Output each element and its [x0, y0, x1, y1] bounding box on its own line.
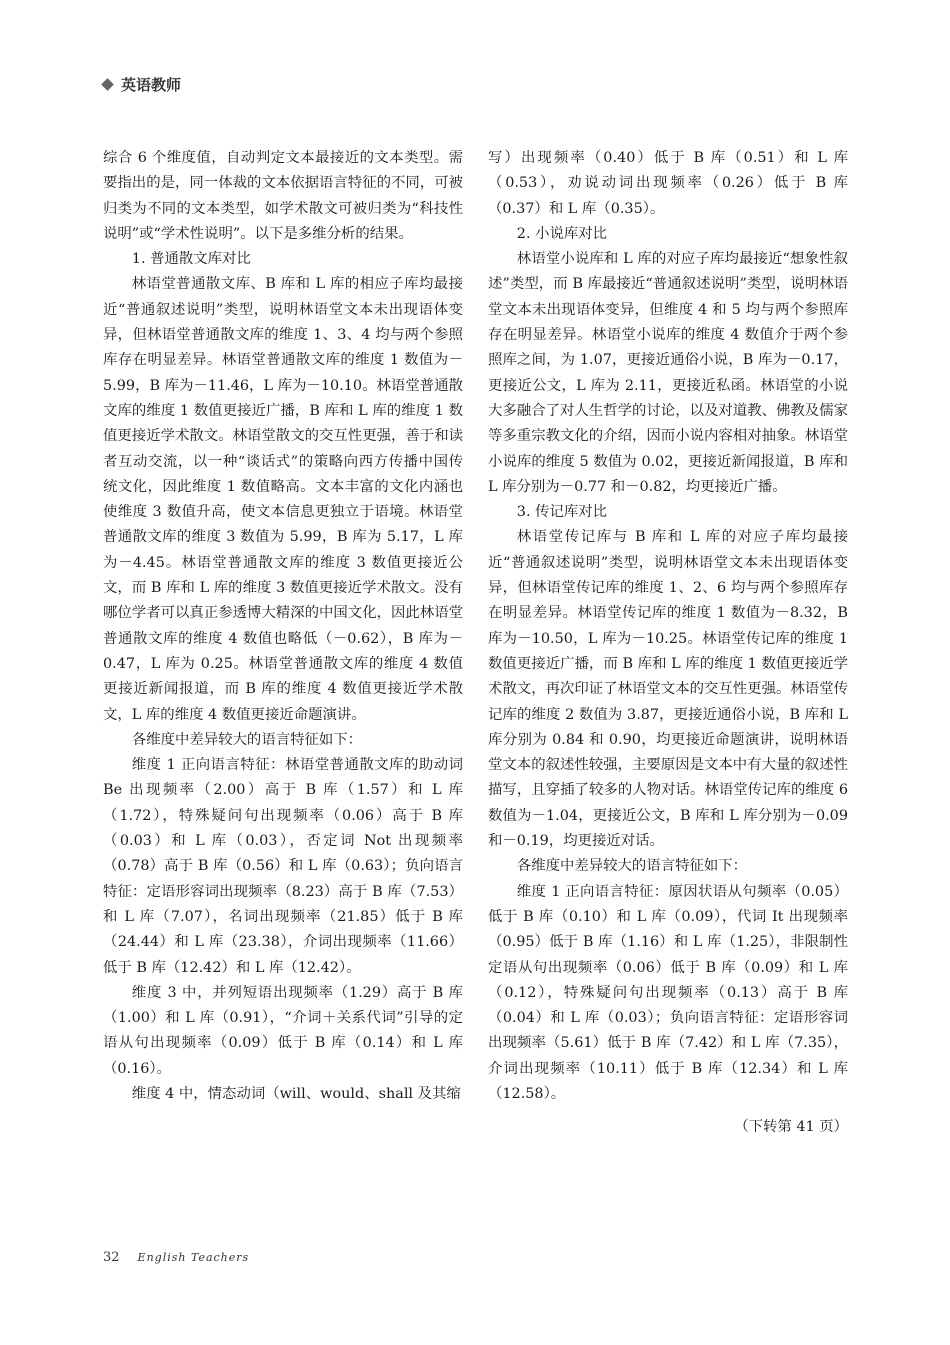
publication-name: English Teachers [137, 1251, 250, 1264]
section-heading: 2. 小说库对比 [516, 225, 608, 242]
paragraph: 林语堂小说库和 L 库的对应子库均最接近“想象性叙述”类型，而 B 库最接近“普通叙述说明”类型，说明林语堂文本未出现语体变异，但维度 4 和 5 均与两个参照库存在明显差异。林语堂小说库的维度 4 数值介于两个参照库之间，为 1.07，更接近通俗小说，B 库为－0.17，更接近公文，L 库为 2.11，更接近私函。林语堂的小说大多融合了对人生哲学的讨论，以及对道教、佛教及儒家等多重宗教文化的介绍，因而小说内容相对抽象。林语堂小说库的维度 5 数值为 0.02，更接近新闻报道，B 库和 L 库分别为－0.77 和－0.82，均更接近广播。 [488, 251, 848, 495]
right-column [488, 146, 848, 1141]
paragraph: 写）出现频率（0.40）低于 B 库（0.51）和 L 库（0.53），劝说动词出现频率（0.26）低于 B 库（0.37）和 L 库（0.35）。 [488, 150, 848, 217]
paragraph: 维度 4 中，情态动词（will、would、shall 及其缩 [131, 1085, 461, 1102]
paragraph: 综合 6 个维度值，自动判定文本最接近的文本类型。需要指出的是，同一体裁的文本依据语言特征的不同，可被归类为不同的文本类型，如学术散文可被归类为“科技性说明”或“学术性说明”。以下是多维分析的结果。 [103, 150, 463, 242]
section-heading: 1. 普通散文库对比 [131, 251, 251, 268]
left-column [103, 146, 463, 1107]
section-heading: 3. 传记库对比 [516, 504, 608, 521]
page-number: 32 [103, 1250, 120, 1265]
paragraph: 维度 1 正向语言特征：林语堂普通散文库的助动词 Be 出现频率（2.00）高于 B 库（1.57）和 L 库（1.72），特殊疑问句出现频率（0.06）高于 B 库（0.03）和 L 库（0.03），否定词 Not 出现频率（0.78）高于 B 库（0.56）和 L 库（0.63）；负向语言特征：定语形容词出现频率（8.23）高于 B 库（7.53）和 L 库（7.07），名词出现频率（21.85）低于 B 库（24.44）和 L 库（23.38），介词出现频率（11.66）低于 B 库（12.42）和 L 库（12.42）。 [103, 757, 463, 976]
journal-name: 英语教师 [121, 76, 182, 94]
diamond-bullet-icon [101, 78, 114, 91]
running-header [103, 74, 181, 95]
paragraph: 各维度中差异较大的语言特征如下： [131, 731, 363, 748]
paragraph: 各维度中差异较大的语言特征如下： [516, 858, 748, 875]
paragraph: 林语堂普通散文库、B 库和 L 库的相应子库均最接近“普通叙述说明”类型，说明林语堂文本未出现语体变异，但林语堂普通散文库的维度 1、3、4 均与两个参照库存在明显差异。林语堂普通散文库的维度 1 数值为－5.99，B 库为－11.46，L 库为－10.10。林语堂普通散文库的维度 1 数值更接近广播，B 库和 L 库的维度 1 数值更接近学术散文。林语堂散文的交互性更强，善于和读者互动交流，以一种“谈话式”的策略向西方传播中国传统文化，因此维度 1 数值略高。文本丰富的文化内涵也使维度 3 数值升高，使文本信息更独立于语境。林语堂普通散文库的维度 3 数值为 5.99，B 库为 5.17，L 库为－4.45。林语堂普通散文库的维度 3 数值更接近公文，而 B 库和 L 库的维度 3 数值更接近学术散文。没有哪位学者可以真正参透博大精深的中国文化，因此林语堂普通散文库的维度 4 数值也略低（－0.62），B 库为－0.47，L 库为 0.25。林语堂普通散文库的维度 4 数值更接近新闻报道，而 B 库的维度 4 数值更接近学术散文，L 库的维度 4 数值更接近命题演讲。 [103, 276, 463, 723]
paragraph: 林语堂传记库与 B 库和 L 库的对应子库均最接近“普通叙述说明”类型，说明林语堂文本未出现语体变异，但林语堂传记库的维度 1、2、6 均与两个参照库存在明显差异。林语堂传记库的维度 1 数值为－8.32，B 库为－10.50，L 库为－10.25。林语堂传记库的维度 1 数值更接近广播，而 B 库和 L 库的维度 1 数值更接近学术散文，再次印证了林语堂文本的交互性更强。林语堂传记库的维度 2 数值为 3.87，更接近通俗小说，B 库和 L 库分别为 0.84 和 0.90，均更接近命题演讲，说明林语堂文本的叙述性较强，主要原因是文本中有大量的叙述性描写，且穿插了较多的人物对话。林语堂传记库的维度 6 数值为－1.04，更接近公文，B 库和 L 库分别为－0.09 和－0.19，均更接近对话。 [488, 529, 848, 850]
page-footer [103, 1250, 249, 1265]
continuation-note: （下转第 41 页） [734, 1119, 848, 1136]
paragraph: 维度 1 正向语言特征：原因状语从句频率（0.05）低于 B 库（0.10）和 L 库（0.09），代词 It 出现频率（0.95）低于 B 库（1.16）和 L 库（1.25），非限制性定语从句出现频率（0.06）低于 B 库（0.09）和 L 库（0.12），特殊疑问句出现频率（0.13）高于 B 库（0.04）和 L 库（0.03）；负向语言特征：定语形容词出现频率（5.61）低于 B 库（7.42）和 L 库（7.35），介词出现频率（10.11）低于 B 库（12.34）和 L 库（12.58）。 [488, 883, 848, 1102]
paragraph: 维度 3 中，并列短语出现频率（1.29）高于 B 库（1.00）和 L 库（0.91），“介词＋关系代词”引导的定语从句出现频率（0.09）低于 B 库（0.14）和 L 库（0.16）。 [103, 984, 463, 1077]
